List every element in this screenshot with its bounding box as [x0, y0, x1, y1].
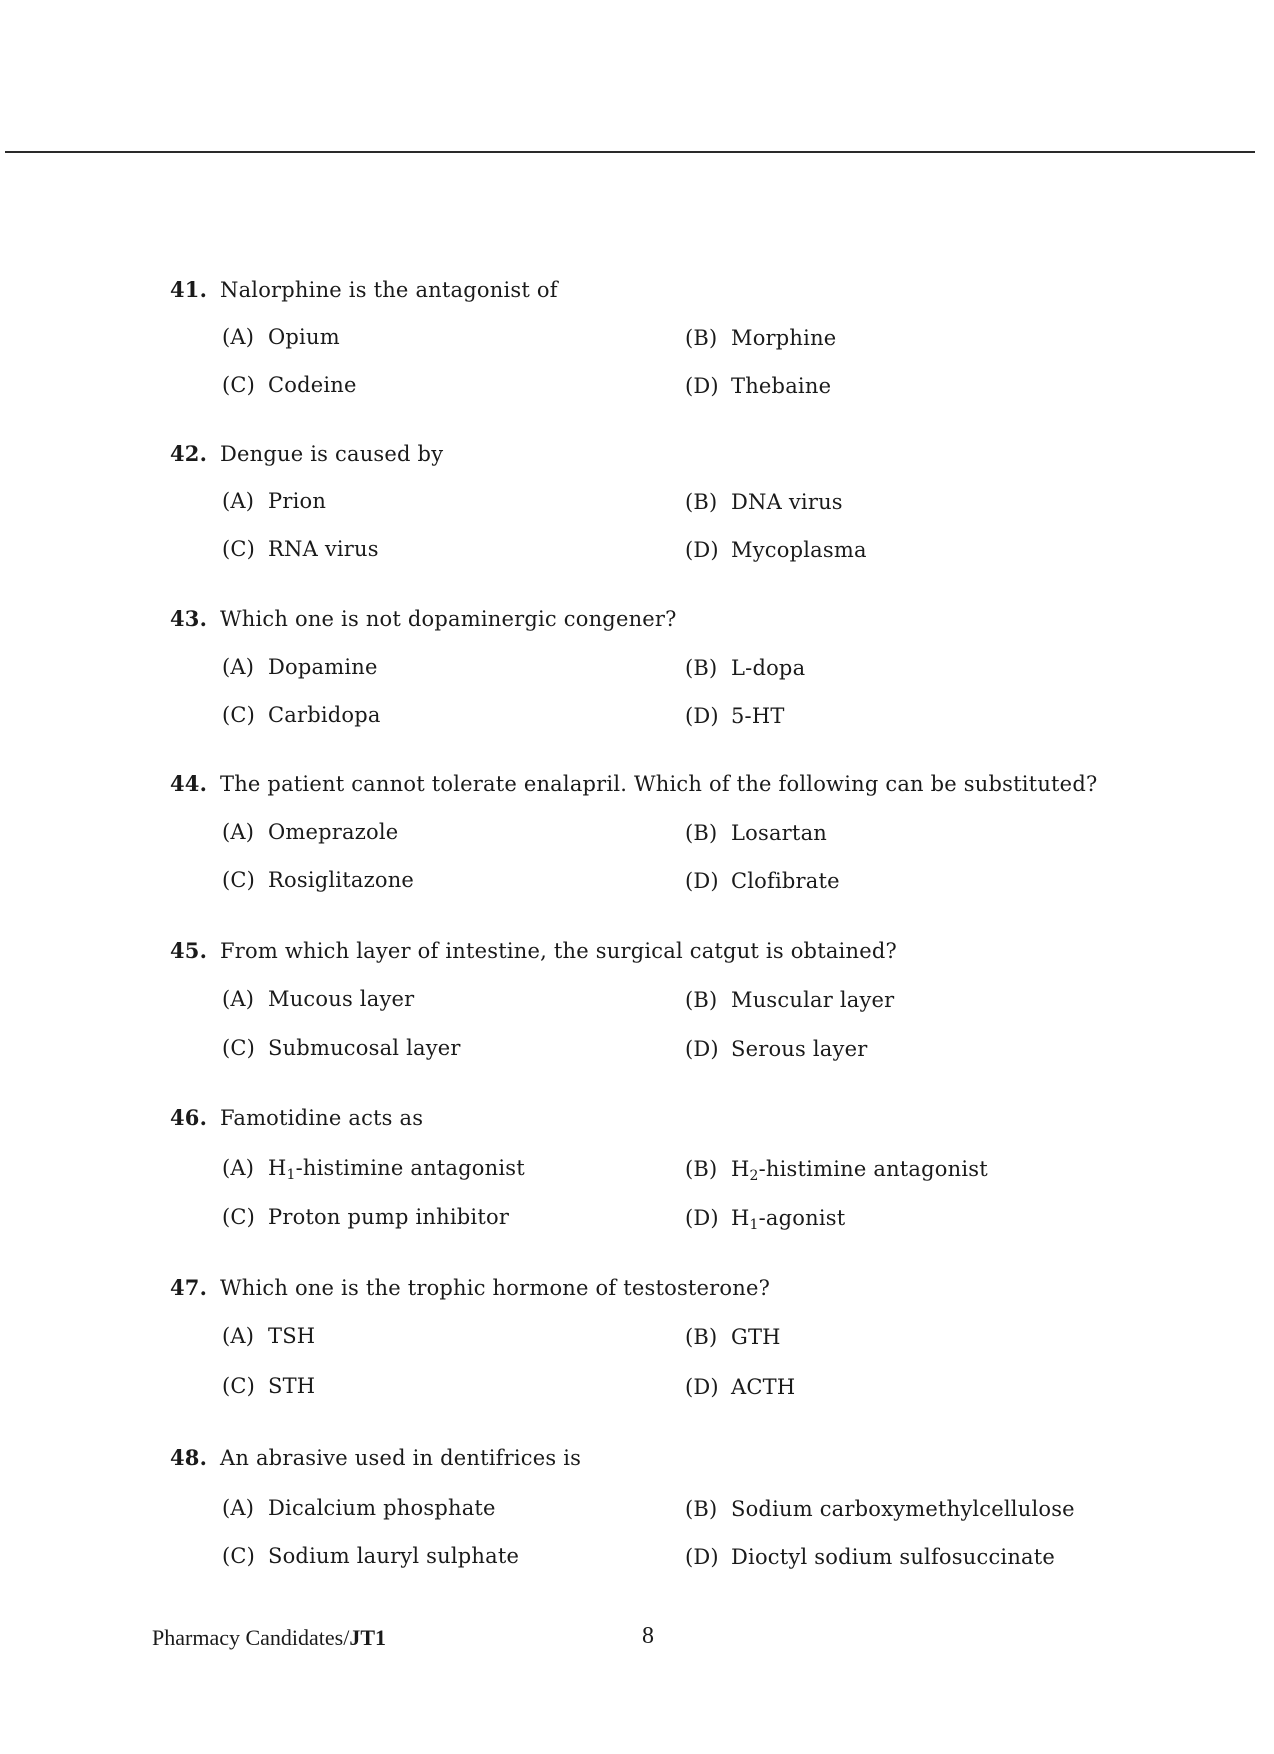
- question-41: [170, 276, 1170, 398]
- option-b: [685, 654, 805, 682]
- option-b: [685, 986, 894, 1014]
- option-a: [222, 818, 398, 846]
- option-label: (A): [222, 1156, 255, 1180]
- option-text: Muscular layer: [731, 988, 895, 1012]
- question-48: [170, 1444, 1170, 1569]
- option-text: Dopamine: [268, 655, 378, 679]
- option-text: Carbidopa: [268, 703, 381, 727]
- option-d: [685, 372, 831, 400]
- option-text: -histimine antagonist: [758, 1157, 988, 1181]
- option-text: Opium: [268, 325, 340, 349]
- option-text: Morphine: [731, 326, 837, 350]
- question-number: 47.: [170, 1275, 208, 1300]
- option-text: 5-HT: [731, 704, 785, 728]
- option-text: Mycoplasma: [731, 538, 867, 562]
- footer-text: Pharmacy Candidates/: [152, 1625, 350, 1650]
- option-text: Sodium carboxymethylcellulose: [731, 1497, 1075, 1521]
- option-a: [222, 1322, 315, 1350]
- option-label: (A): [222, 489, 255, 513]
- question-text: The patient cannot tolerate enalapril. Which of the following can be substituted?: [220, 772, 1098, 796]
- question-44: [170, 770, 1170, 893]
- option-text: -agonist: [758, 1206, 846, 1230]
- question-stem: [170, 1274, 1170, 1302]
- question-stem: [170, 937, 1170, 965]
- option-label: (D): [685, 538, 719, 562]
- question-stem: [170, 770, 1170, 798]
- footer-code: JT1: [349, 1625, 387, 1650]
- option-label: (A): [222, 1324, 255, 1348]
- option-a: [222, 1154, 525, 1182]
- question-45: [170, 937, 1170, 1061]
- option-text-prefix: H: [731, 1157, 750, 1181]
- option-text: Mucous layer: [268, 987, 415, 1011]
- subscript: 1: [749, 1217, 759, 1233]
- option-text: Dioctyl sodium sulfosuccinate: [731, 1545, 1056, 1569]
- option-d: [685, 867, 840, 895]
- question-47: [170, 1274, 1170, 1399]
- option-text: Proton pump inhibitor: [268, 1205, 510, 1229]
- option-label: (C): [222, 868, 256, 892]
- option-text-prefix: H: [268, 1156, 287, 1180]
- option-label: (B): [685, 1157, 718, 1181]
- option-text: GTH: [731, 1325, 781, 1349]
- option-label: (B): [685, 656, 718, 680]
- option-b: [685, 324, 836, 352]
- question-text: Which one is the trophic hormone of testosterone?: [220, 1276, 771, 1300]
- option-text: Dicalcium phosphate: [268, 1496, 496, 1520]
- option-a: [222, 1494, 496, 1522]
- option-label: (B): [685, 1325, 718, 1349]
- question-number: 42.: [170, 441, 208, 466]
- option-text-prefix: H: [731, 1206, 750, 1230]
- option-d: [685, 536, 867, 564]
- option-a: [222, 985, 414, 1013]
- option-text: Codeine: [268, 373, 357, 397]
- question-number: 48.: [170, 1445, 208, 1470]
- option-a: [222, 653, 378, 681]
- option-c: [222, 1034, 461, 1062]
- question-text: Nalorphine is the antagonist of: [220, 278, 558, 302]
- question-stem: [170, 605, 1170, 633]
- option-label: (A): [222, 655, 255, 679]
- question-number: 43.: [170, 606, 208, 631]
- option-text: ACTH: [731, 1375, 796, 1399]
- question-text: Famotidine acts as: [220, 1106, 424, 1130]
- option-d: [685, 1035, 867, 1063]
- option-label: (B): [685, 326, 718, 350]
- question-stem: [170, 276, 1170, 304]
- option-label: (D): [685, 1206, 719, 1230]
- option-text: Clofibrate: [731, 869, 840, 893]
- option-text: TSH: [268, 1324, 316, 1348]
- option-label: (A): [222, 820, 255, 844]
- option-c: [222, 1372, 315, 1400]
- option-label: (D): [685, 1545, 719, 1569]
- option-label: (C): [222, 1205, 256, 1229]
- question-text: Dengue is caused by: [220, 442, 444, 466]
- question-number: 45.: [170, 938, 208, 963]
- option-b: [685, 819, 827, 847]
- subscript: 2: [749, 1168, 759, 1184]
- option-text: STH: [268, 1374, 316, 1398]
- option-text: Losartan: [731, 821, 828, 845]
- question-text: Which one is not dopaminergic congener?: [220, 607, 677, 631]
- question-number: 46.: [170, 1105, 208, 1130]
- option-label: (C): [222, 1544, 256, 1568]
- option-c: [222, 866, 414, 894]
- question-stem: [170, 1444, 1170, 1472]
- option-a: [222, 323, 340, 351]
- option-label: (C): [222, 1036, 256, 1060]
- option-c: [222, 1203, 509, 1231]
- option-label: (D): [685, 1375, 719, 1399]
- option-label: (C): [222, 703, 256, 727]
- option-label: (D): [685, 374, 719, 398]
- option-text: Rosiglitazone: [268, 868, 415, 892]
- option-c: [222, 371, 357, 399]
- option-c: [222, 535, 379, 563]
- option-b: [685, 1155, 988, 1183]
- question-42: [170, 440, 1170, 562]
- option-text: Thebaine: [731, 374, 832, 398]
- option-label: (B): [685, 1497, 718, 1521]
- option-d: [685, 1373, 795, 1401]
- question-46: [170, 1104, 1170, 1233]
- option-label: (D): [685, 1037, 719, 1061]
- option-d: [685, 1204, 845, 1232]
- page-footer: [152, 1625, 386, 1651]
- option-text: -histimine antagonist: [295, 1156, 525, 1180]
- option-label: (A): [222, 1496, 255, 1520]
- subscript: 1: [286, 1167, 296, 1183]
- option-text: RNA virus: [268, 537, 379, 561]
- option-text: Serous layer: [731, 1037, 868, 1061]
- page-number: 8: [642, 1623, 654, 1649]
- option-label: (B): [685, 490, 718, 514]
- option-d: [685, 702, 785, 730]
- option-label: (C): [222, 1374, 256, 1398]
- option-c: [222, 701, 381, 729]
- option-b: [685, 488, 843, 516]
- question-43: [170, 605, 1170, 728]
- option-text: Submucosal layer: [268, 1036, 461, 1060]
- option-text: L-dopa: [731, 656, 806, 680]
- option-label: (B): [685, 821, 718, 845]
- option-label: (C): [222, 373, 256, 397]
- option-label: (C): [222, 537, 256, 561]
- option-label: (D): [685, 869, 719, 893]
- option-b: [685, 1323, 781, 1351]
- option-text: Sodium lauryl sulphate: [268, 1544, 520, 1568]
- option-label: (B): [685, 988, 718, 1012]
- option-label: (A): [222, 987, 255, 1011]
- option-d: [685, 1543, 1055, 1571]
- option-c: [222, 1542, 519, 1570]
- option-text: Prion: [268, 489, 327, 513]
- top-rule: [5, 151, 1255, 153]
- option-text: Omeprazole: [268, 820, 399, 844]
- question-text: An abrasive used in dentifrices is: [220, 1446, 582, 1470]
- option-a: [222, 487, 326, 515]
- question-text: From which layer of intestine, the surgical catgut is obtained?: [220, 939, 897, 963]
- question-number: 44.: [170, 771, 208, 796]
- question-stem: [170, 1104, 1170, 1132]
- question-number: 41.: [170, 277, 208, 302]
- option-label: (D): [685, 704, 719, 728]
- option-text: DNA virus: [731, 490, 843, 514]
- option-b: [685, 1495, 1075, 1523]
- option-label: (A): [222, 325, 255, 349]
- question-stem: [170, 440, 1170, 468]
